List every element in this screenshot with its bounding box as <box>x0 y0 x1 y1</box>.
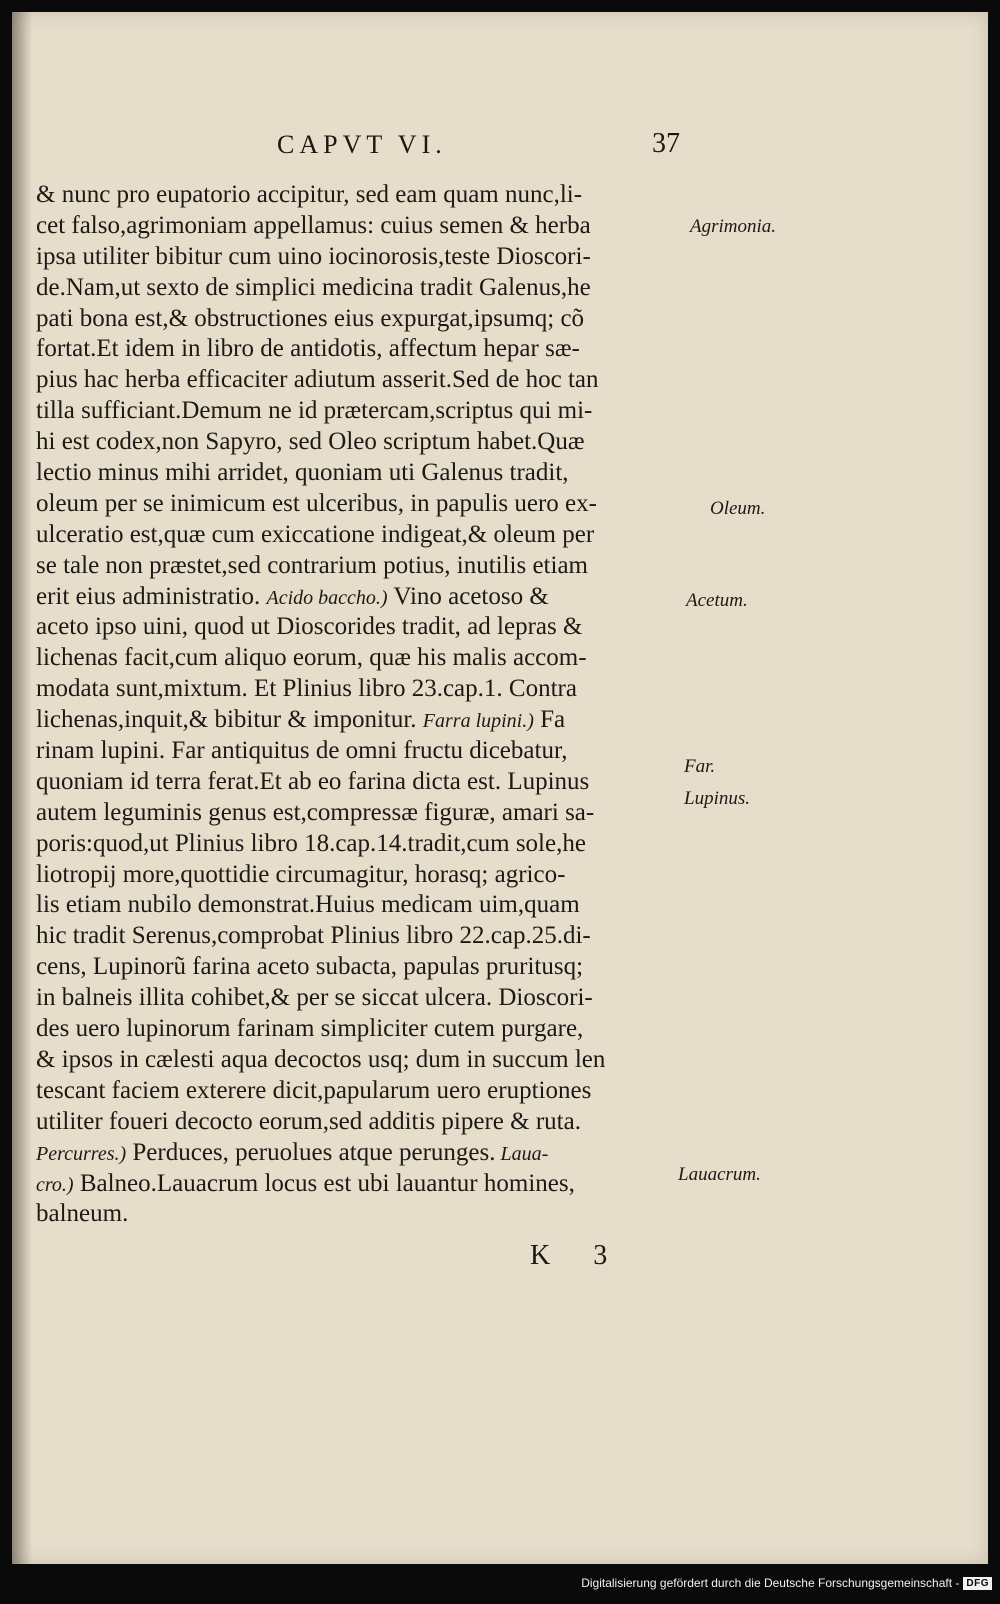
margin-note-acetum: Acetum. <box>686 590 748 611</box>
text-line <box>36 582 716 613</box>
text-line <box>36 365 716 396</box>
text-line-content: & nunc pro eupatorio accipitur, sed eam quam nunc,li- <box>36 181 583 208</box>
text-line-content: hi est codex,non Sapyro, sed Oleo scriptum habet.Quæ <box>36 428 585 456</box>
text-line-content: lis etiam nubilo demonstrat.Huius medicam uim,quam <box>36 891 580 919</box>
text-line <box>36 1169 716 1200</box>
text-line <box>36 1107 716 1138</box>
text-line <box>36 643 716 674</box>
text-line-continuation: Vino acetoso & <box>387 582 549 610</box>
lemma-italic: cro.) <box>36 1173 74 1196</box>
page-number: 37 <box>652 128 680 159</box>
text-line <box>36 304 716 335</box>
footer-credit <box>581 1572 992 1594</box>
text-line <box>36 705 716 736</box>
text-line <box>36 551 716 582</box>
text-line <box>36 983 716 1014</box>
footer-credit-text: Digitalisierung gefördert durch die Deutsche Forschungsgemeinschaft - <box>581 1576 960 1590</box>
margin-note-lauacrum: Lauacrum. <box>678 1164 761 1185</box>
text-line-content: oleum per se inimicum est ulceribus, in papulis uero ex- <box>36 489 597 517</box>
text-line-content: fortat.Et idem in libro de antidotis, affectum hepar sæ- <box>36 335 580 363</box>
text-line <box>36 798 716 829</box>
text-line <box>36 674 716 705</box>
text-line <box>36 767 716 798</box>
text-line-continuation: Balneo.Lauacrum locus est ubi lauantur homines, <box>73 1169 575 1197</box>
lemma-italic: Acido baccho.) <box>266 586 388 609</box>
text-line-content: pati bona est,& obstructiones eius expurgat,ipsumq; cõ <box>36 304 585 332</box>
text-line-content: de.Nam,ut sexto de simplici medicina tradit Galenus,he <box>36 273 591 301</box>
text-line <box>36 334 716 365</box>
text-line-content: lichenas facit,cum aliquo eorum, quæ his malis accom- <box>36 644 587 672</box>
text-line-content: des uero lupinorum farinam simpliciter cutem purgare, <box>36 1015 584 1043</box>
text-line-content: & ipsos in cælesti aqua decoctos usq; dum in succum len <box>36 1045 606 1073</box>
text-line <box>36 890 716 921</box>
text-line <box>36 242 716 273</box>
text-line <box>36 273 716 304</box>
text-line-content: se tale non præstet,sed contrarium potius, inutilis etiam <box>36 551 588 579</box>
text-line-content: autem leguminis genus est,compressæ figuræ, amari sa- <box>36 798 595 826</box>
text-line <box>36 860 716 891</box>
text-line-content: lectio minus mihi arridet, quoniam uti Galenus tradit, <box>36 459 569 487</box>
text-line-content: quoniam id terra ferat.Et ab eo farina dicta est. Lupinus <box>36 767 590 795</box>
text-line-content: hic tradit Serenus,comprobat Plinius libro 22.cap.25.di- <box>36 922 591 950</box>
text-line-content: balneum. <box>36 1200 129 1228</box>
signature-mark: K 3 <box>530 1240 626 1271</box>
book-page <box>12 12 988 1564</box>
text-line-continuation: Perduces, peruolues atque perunges. <box>126 1138 496 1166</box>
margin-note-far: Far. <box>684 756 716 777</box>
text-line-content: ulceratio est,quæ cum exiccatione indigeat,& oleum per <box>36 520 595 548</box>
text-line <box>36 921 716 952</box>
lemma-italic: Farra lupini.) <box>422 710 534 733</box>
text-line-content: liotropij more,quottidie circumagitur, horasq; agrico- <box>36 860 566 888</box>
text-line <box>36 829 716 860</box>
text-line-content: cens, Lupinorũ farina aceto subacta, papulas pruritusq; <box>36 953 584 981</box>
text-line <box>36 1045 716 1076</box>
text-line-content: pius hac herba efficaciter adiutum asserit.Sed de hoc tan <box>36 366 599 394</box>
text-line <box>36 1138 716 1169</box>
lemma-italic: Laua- <box>495 1142 549 1165</box>
text-line-content: rinam lupini. Far antiquitus de omni fructu dicebatur, <box>36 737 568 765</box>
spine-shadow <box>12 12 32 1564</box>
text-line <box>36 180 716 211</box>
main-text-block <box>36 180 716 1230</box>
text-line-content: tilla sufficiant.Demum ne id prætercam,scriptus qui mi- <box>36 397 593 425</box>
text-line <box>36 1014 716 1045</box>
text-line-continuation: Fa <box>533 706 566 734</box>
text-line-content: tescant faciem exterere dicit,papularum uero eruptiones <box>36 1076 592 1104</box>
running-title: CAPVT VI. <box>277 130 447 159</box>
text-line <box>36 520 716 551</box>
text-line <box>36 736 716 767</box>
text-line-content: cet falso,agrimoniam appellamus: cuius semen & herba <box>36 211 591 239</box>
running-head <box>12 130 988 170</box>
text-line <box>36 211 716 242</box>
text-line <box>36 952 716 983</box>
text-line <box>36 427 716 458</box>
text-line-content: aceto ipso uini, quod ut Dioscorides tradit, ad lepras & <box>36 613 583 641</box>
text-line-content: lichenas,inquit,& bibitur & imponitur. <box>36 706 417 734</box>
margin-note-agrimonia: Agrimonia. <box>690 216 777 237</box>
text-line <box>36 458 716 489</box>
text-line-content: poris:quod,ut Plinius libro 18.cap.14.tradit,cum sole,he <box>36 829 586 857</box>
text-line-content: modata sunt,mixtum. Et Plinius libro 23.cap.1. Contra <box>36 675 577 703</box>
margin-note-oleum: Oleum. <box>710 498 766 519</box>
text-line-content: in balneis illita cohibet,& per se siccat ulcera. Dioscori- <box>36 984 593 1012</box>
text-line-content: erit eius administratio. <box>36 582 261 610</box>
text-line <box>36 489 716 520</box>
text-line <box>36 612 716 643</box>
text-line-content: utiliter foueri decocto eorum,sed additis pipere & ruta. <box>36 1107 581 1135</box>
text-line <box>36 1076 716 1107</box>
lemma-italic: Percurres.) <box>36 1142 127 1165</box>
margin-note-lupinus: Lupinus. <box>684 788 750 809</box>
text-line-content: ipsa utiliter bibitur cum uino iocinorosis,teste Dioscori- <box>36 242 591 270</box>
text-line <box>36 396 716 427</box>
dfg-logo: DFG <box>963 1577 992 1590</box>
text-line <box>36 1199 716 1230</box>
